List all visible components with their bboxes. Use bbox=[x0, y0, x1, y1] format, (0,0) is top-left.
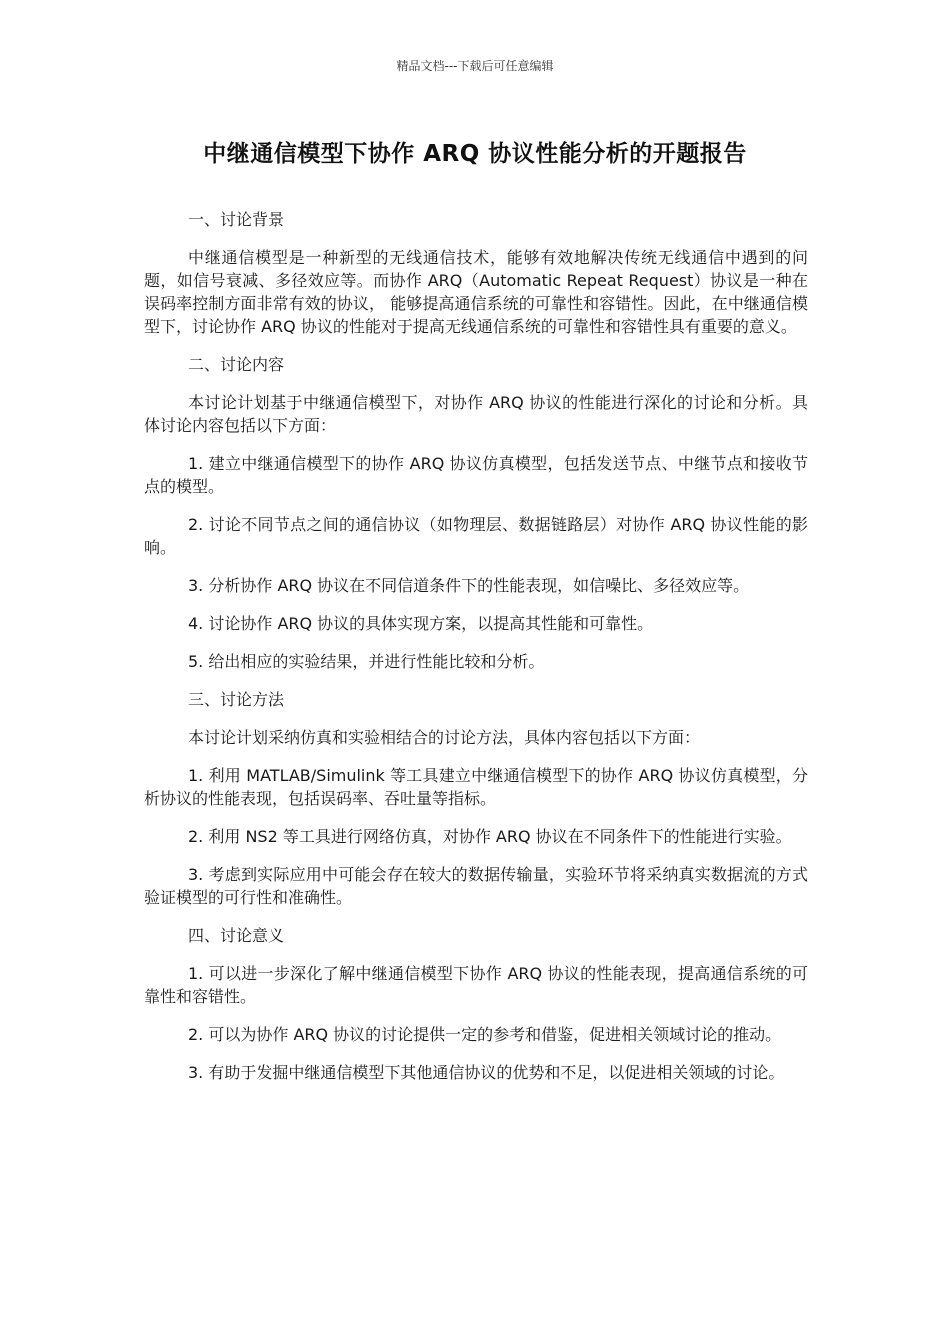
section-background bbox=[144, 208, 808, 338]
paragraph: 本讨论计划基于中继通信模型下，对协作 ARQ 协议的性能进行深化的讨论和分析。具体讨论内容包括以下方面： bbox=[144, 393, 808, 435]
list-item: 5. 给出相应的实验结果，并进行性能比较和分析。 bbox=[188, 652, 545, 671]
list-item: 2. 可以为协作 ARQ 协议的讨论提供一定的参考和借鉴，促进相关领域讨论的推动。 bbox=[188, 1025, 782, 1044]
list-item: 3. 考虑到实际应用中可能会存在较大的数据传输量，实验环节将采纳真实数据流的方式验证模型的可行性和准确性。 bbox=[144, 865, 808, 907]
list-item: 4. 讨论协作 ARQ 协议的具体实现方案，以提高其性能和可靠性。 bbox=[188, 614, 654, 633]
list-item: 2. 讨论不同节点之间的通信协议（如物理层、数据链路层）对协作 ARQ 协议性能的影响。 bbox=[144, 515, 808, 557]
section-heading: 四、讨论意义 bbox=[188, 926, 285, 945]
header-note: 精品文档---下载后可任意编辑 bbox=[396, 59, 554, 73]
list-item: 2. 利用 NS2 等工具进行网络仿真，对协作 ARQ 协议在不同条件下的性能进行实验。 bbox=[188, 827, 792, 846]
list-item: 1. 利用 MATLAB/Simulink 等工具建立中继通信模型下的协作 ARQ 协议仿真模型，分析协议的性能表现，包括误码率、吞吐量等指标。 bbox=[144, 766, 808, 808]
section-heading: 一、讨论背景 bbox=[188, 210, 285, 229]
list-item: 3. 分析协作 ARQ 协议在不同信道条件下的性能表现，如信噪比、多径效应等。 bbox=[188, 576, 750, 595]
section-heading: 二、讨论内容 bbox=[188, 355, 285, 374]
list-item: 3. 有助于发掘中继通信模型下其他通信协议的优势和不足，以促进相关领域的讨论。 bbox=[188, 1063, 785, 1082]
section-content bbox=[144, 353, 808, 673]
list-item: 1. 建立中继通信模型下的协作 ARQ 协议仿真模型，包括发送节点、中继节点和接收节点的模型。 bbox=[144, 454, 808, 496]
paragraph: 中继通信模型是一种新型的无线通信技术，能够有效地解决传统无线通信中遇到的问题，如信号衰减、多径效应等。而协作 ARQ（Automatic Repeat Request）协议是一种在误码率控制方面非常有效的协议， 能够提高通信系统的可靠性和容错性。因此，在中继通信模型下，讨论协作 ARQ 协议的性能对于提高无线通信系统的可靠性和容错性具有重要的意义。 bbox=[144, 248, 808, 336]
section-method bbox=[144, 688, 808, 909]
list-item: 1. 可以进一步深化了解中继通信模型下协作 ARQ 协议的性能表现，提高通信系统的可靠性和容错性。 bbox=[144, 964, 808, 1006]
document-body bbox=[144, 208, 808, 1099]
section-heading: 三、讨论方法 bbox=[188, 690, 285, 709]
paragraph: 本讨论计划采纳仿真和实验相结合的讨论方法，具体内容包括以下方面： bbox=[188, 728, 701, 747]
section-significance bbox=[144, 924, 808, 1084]
document-title: 中继通信模型下协作 ARQ 协议性能分析的开题报告 bbox=[203, 141, 747, 167]
